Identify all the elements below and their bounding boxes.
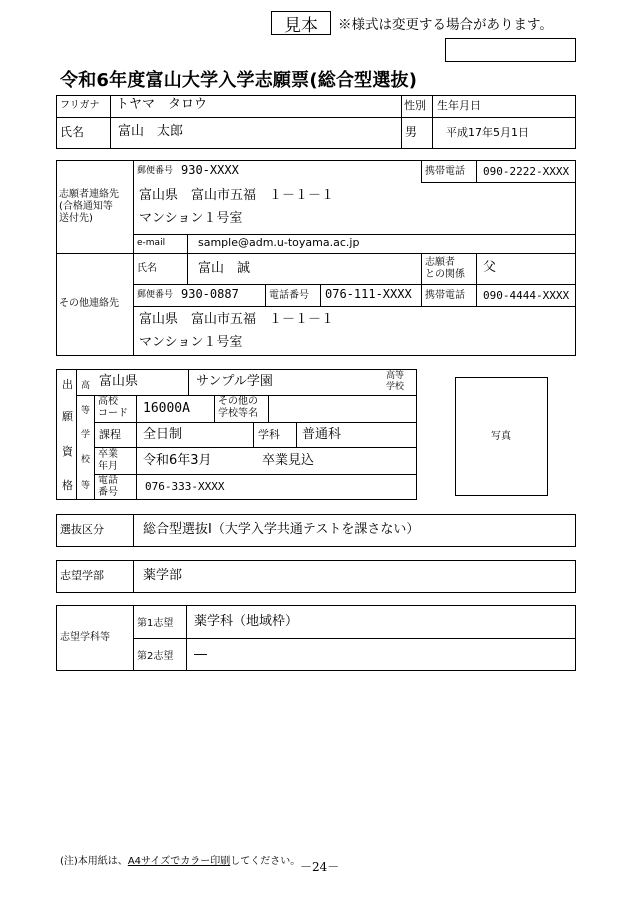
side-char-4: 格 <box>62 479 73 492</box>
side-char-2: 願 <box>62 410 73 423</box>
school-phone-label-2: 番号 <box>98 487 118 498</box>
graduation-label-1: 卒業 <box>98 449 118 460</box>
other-name-field[interactable]: 富山 誠 <box>198 261 251 276</box>
faculty-label: 志望学部 <box>60 569 104 582</box>
faculty-field[interactable]: 薬学部 <box>143 568 183 583</box>
relation-label-2: との関係 <box>425 269 465 280</box>
other-school-label-2: 学校等名 <box>218 408 258 419</box>
graduation-date-field[interactable]: 令和6年3月 <box>143 453 212 468</box>
second-choice-field[interactable]: ― <box>194 647 207 662</box>
contact-section-label-2: (合格通知等 <box>59 201 113 212</box>
other-name-label: 氏名 <box>137 263 157 274</box>
gender-label: 性別 <box>404 99 426 112</box>
relation-label-1: 志願者 <box>425 257 455 268</box>
other-school-label-1: その他の <box>218 396 258 407</box>
graduation-label-2: 年月 <box>98 461 118 472</box>
other-contact-label: その他連絡先 <box>59 298 119 309</box>
print-note-suffix: してください。 <box>230 856 301 867</box>
graduation-status-field[interactable]: 卒業見込 <box>262 453 315 468</box>
code-label-1: 高校 <box>98 396 118 407</box>
email-field[interactable]: sample@adm.u-toyama.ac.jp <box>198 236 360 249</box>
other-mobile-label: 携帯電話 <box>425 290 465 301</box>
school-char-3: 学 <box>81 430 91 440</box>
second-choice-label: 第2志望 <box>137 651 174 662</box>
course-field[interactable]: 全日制 <box>143 427 183 442</box>
page-number: －24－ <box>300 860 340 874</box>
address-line-2[interactable]: マンション１号室 <box>139 211 243 226</box>
photo-label: 写真 <box>491 431 511 442</box>
other-postal-label: 郵便番号 <box>137 290 174 300</box>
relation-field[interactable]: 父 <box>483 260 497 275</box>
department-field[interactable]: 普通科 <box>302 427 342 442</box>
course-label: 課程 <box>99 428 121 441</box>
school-type-1: 高等 <box>386 371 405 381</box>
gender-field[interactable]: 男 <box>405 125 418 139</box>
school-code-field[interactable]: 16000A <box>143 401 190 416</box>
name-label: 氏名 <box>60 125 85 139</box>
school-char-4: 校 <box>81 455 91 465</box>
school-char-1: 高 <box>81 381 91 391</box>
name-field[interactable]: 富山 太郎 <box>118 124 184 139</box>
school-char-5: 等 <box>81 481 91 491</box>
side-char-1: 出 <box>62 378 73 391</box>
code-label-2: コード <box>98 408 128 419</box>
email-label: e-mail <box>137 238 166 248</box>
birthdate-field[interactable]: 平成17年5月1日 <box>446 126 529 139</box>
other-mobile-field[interactable]: 090-4444-XXXX <box>483 289 570 302</box>
print-note-emphasis: A4サイズでカラー印刷 <box>127 856 231 867</box>
school-name-field[interactable]: サンプル学園 <box>196 374 273 389</box>
postal-field[interactable]: 930-XXXX <box>181 163 239 177</box>
other-phone-label: 電話番号 <box>269 290 309 301</box>
selection-label: 選抜区分 <box>60 523 104 536</box>
furigana-field[interactable]: トヤマ タロウ <box>116 97 208 112</box>
faculty-section <box>56 560 576 593</box>
form-title: 令和6年度富山大学入学志願票(総合型選抜) <box>60 70 418 91</box>
mobile-label: 携帯電話 <box>425 166 465 177</box>
contact-section-label-3: 送付先) <box>59 213 93 224</box>
furigana-label: フリガナ <box>60 100 100 111</box>
print-note-prefix: (注)本用紙は、 <box>60 856 128 867</box>
selection-field[interactable]: 総合型選抜Ⅰ（大学入学共通テストを課さない） <box>143 522 420 537</box>
department-choice-label: 志望学科等 <box>60 632 110 643</box>
contact-section-label-1: 志願者連絡先 <box>59 189 119 200</box>
exam-number-box <box>445 38 576 62</box>
other-address-line-2[interactable]: マンション１号室 <box>139 335 243 350</box>
birthdate-label: 生年月日 <box>437 99 481 112</box>
other-phone-field[interactable]: 076-111-XXXX <box>325 287 412 301</box>
format-change-notice: ※様式は変更する場合があります。 <box>338 17 553 33</box>
department-label: 学科 <box>258 428 280 441</box>
school-type-2: 学校 <box>386 382 405 392</box>
postal-label: 郵便番号 <box>137 166 174 176</box>
school-phone-field[interactable]: 076-333-XXXX <box>145 480 225 493</box>
school-phone-label-1: 電話 <box>98 475 118 486</box>
mobile-field[interactable]: 090-2222-XXXX <box>483 165 570 178</box>
first-choice-field[interactable]: 薬学科（地域枠） <box>194 614 299 629</box>
prefecture-field[interactable]: 富山県 <box>99 374 139 389</box>
side-char-3: 資 <box>62 445 73 458</box>
school-char-2: 等 <box>81 406 91 416</box>
other-postal-field[interactable]: 930-0887 <box>181 287 239 301</box>
address-line-1[interactable]: 富山県 富山市五福 １－１－１ <box>139 188 335 203</box>
print-note <box>60 856 300 868</box>
other-address-line-1[interactable]: 富山県 富山市五福 １－１－１ <box>139 312 335 327</box>
first-choice-label: 第1志望 <box>137 618 174 629</box>
sample-stamp: 見本 <box>271 11 331 35</box>
